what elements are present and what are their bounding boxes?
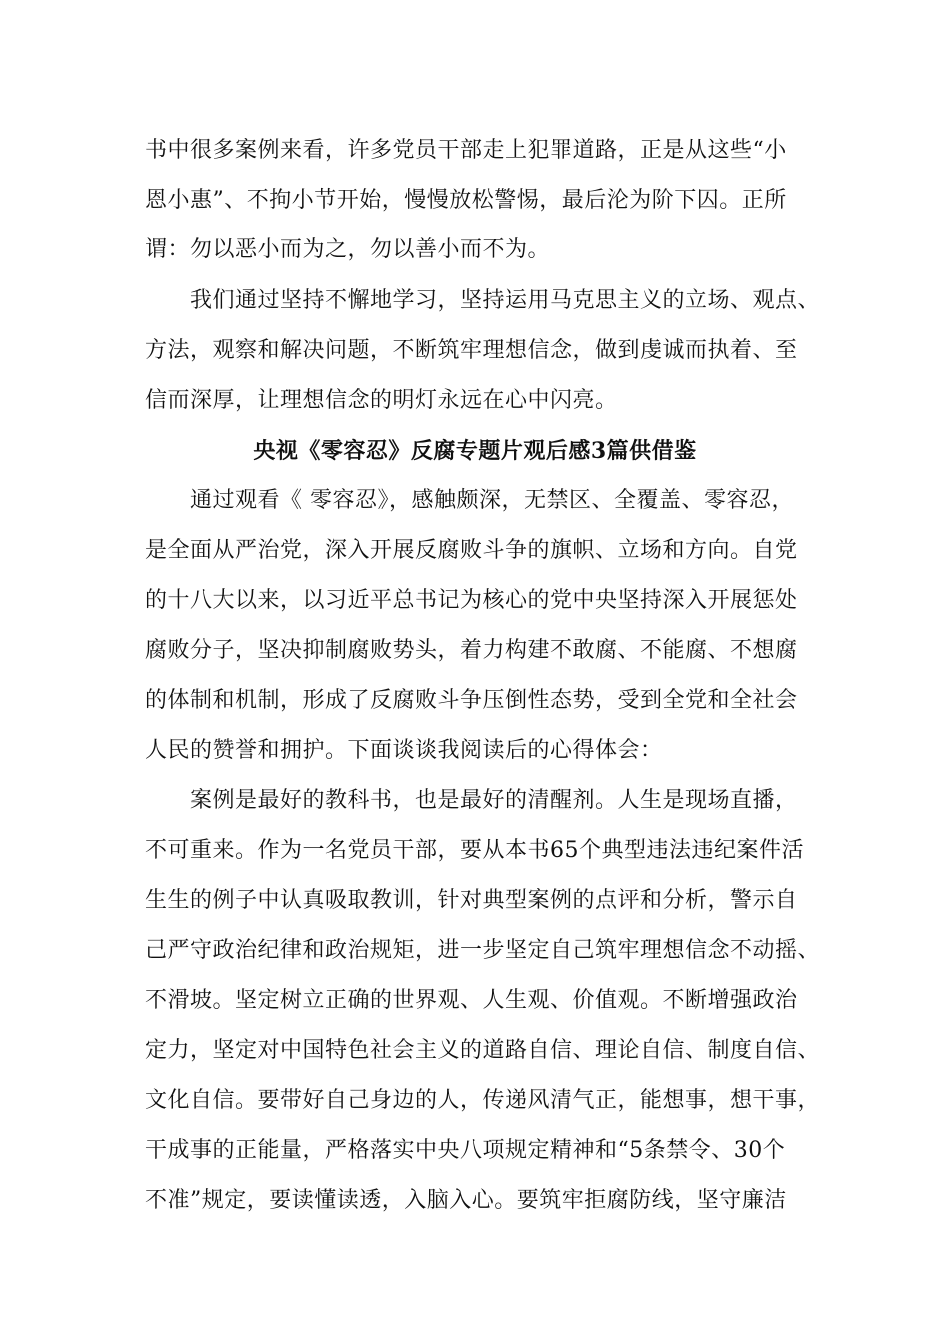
text-line: 人民的赞誉和拥护。下面谈谈我阅读后的心得体会： [145,738,663,763]
text-line: 恩小惠”、不拘小节开始，慢慢放松警惕，最后沦为阶下囚。正所 [145,188,787,213]
text-line: 的十八大以来，以习近平总书记为核心的党中央坚持深入开展惩处 [145,588,798,613]
text-line: 生生的例子中认真吸取教训，针对典型案例的点评和分析，警示自 [145,888,798,913]
text-line: 是全面从严治党，深入开展反腐败斗争的旗帜、立场和方向。自党 [145,538,798,563]
text-line: 不准”规定，要读懂读透，入脑入心。要筑牢拒腐防线，坚守廉洁 [145,1188,787,1213]
text-line: 不滑坡。坚定树立正确的世界观、人生观、价值观。不断增强政治 [145,988,798,1013]
text-line: 腐败分子，坚决抑制腐败势头，着力构建不敢腐、不能腐、不想腐 [145,638,798,663]
text-line: 谓：勿以恶小而为之，勿以善小而不为。 [145,237,551,262]
text-line: 定力，坚定对中国特色社会主义的道路自信、理论自信、制度自信、 [145,1038,821,1063]
text-line: 的体制和机制，形成了反腐败斗争压倒性态势，受到全党和全社会 [145,688,798,713]
section-title: 央视《零容忍》反腐专题片观后感3篇供借鉴 [253,438,697,464]
text-line: 方法，观察和解决问题，不断筑牢理想信念，做到虔诚而执着、至 [145,338,798,363]
text-line: 文化自信。要带好自己身边的人，传递风清气正，能想事，想干事， [145,1088,821,1113]
text-line: 书中很多案例来看，许多党员干部走上犯罪道路，正是从这些“小 [145,138,787,163]
text-line: 干成事的正能量，严格落实中央八项规定精神和“5条禁令、30个 [145,1138,786,1163]
text-line: 我们通过坚持不懈地学习，坚持运用马克思主义的立场、观点、 [190,288,821,313]
text-line: 通过观看《 零容忍》，感触颇深，无禁区、全覆盖、零容忍， [190,488,794,513]
text-line: 信而深厚，让理想信念的明灯永远在心中闪亮。 [145,388,618,413]
text-line: 己严守政治纪律和政治规矩，进一步坚定自己筑牢理想信念不动摇、 [145,938,821,963]
text-line: 案例是最好的教科书，也是最好的清醒剂。人生是现场直播， [190,788,798,813]
text-line: 不可重来。作为一名党员干部，要从本书65个典型违法违纪案件活 [145,838,804,863]
